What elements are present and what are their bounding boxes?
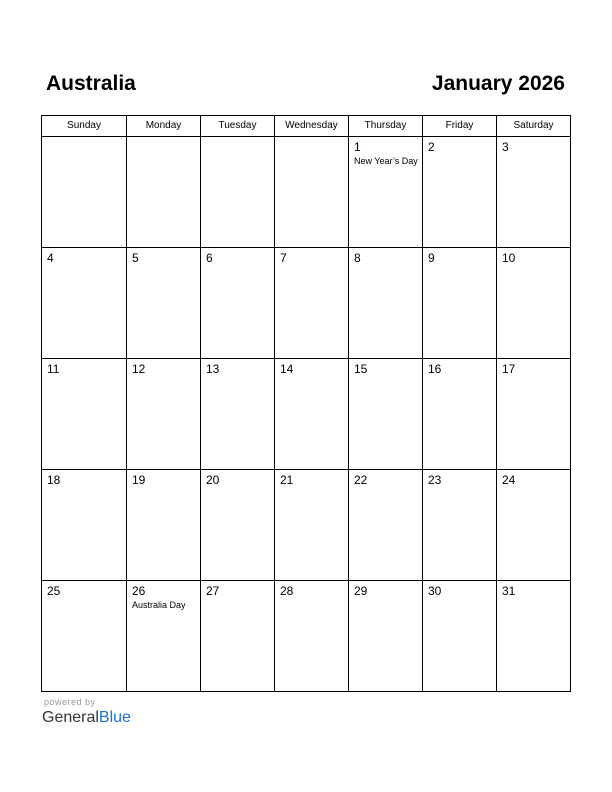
day-cell <box>497 359 571 470</box>
powered-by-label: powered by <box>44 697 96 707</box>
day-number: 5 <box>132 251 139 265</box>
weekday-header: Monday <box>127 116 201 137</box>
day-number: 23 <box>428 473 442 487</box>
day-cell <box>127 137 201 248</box>
day-cell <box>127 470 201 581</box>
day-cell <box>42 137 127 248</box>
week-row <box>42 137 571 248</box>
weekday-header: Tuesday <box>201 116 275 137</box>
day-number: 15 <box>354 362 368 376</box>
day-number: 8 <box>354 251 361 265</box>
day-cell <box>497 581 571 692</box>
day-number: 4 <box>47 251 54 265</box>
day-cell <box>349 581 423 692</box>
day-cell <box>497 470 571 581</box>
day-number: 19 <box>132 473 146 487</box>
day-number: 18 <box>47 473 61 487</box>
day-number: 3 <box>502 140 509 154</box>
day-number: 17 <box>502 362 516 376</box>
logo-text-blue: Blue <box>98 709 131 726</box>
day-cell <box>201 581 275 692</box>
day-cell <box>127 581 201 692</box>
day-number: 25 <box>47 584 61 598</box>
day-number: 28 <box>280 584 294 598</box>
day-cell <box>349 359 423 470</box>
country-title: Australia <box>46 72 136 95</box>
day-number: 7 <box>280 251 287 265</box>
day-number: 16 <box>428 362 442 376</box>
day-number <box>275 137 348 140</box>
day-cell <box>423 137 497 248</box>
weekday-header: Wednesday <box>275 116 349 137</box>
day-number: 10 <box>502 251 516 265</box>
weekday-header: Sunday <box>42 116 127 137</box>
day-number <box>201 137 274 140</box>
day-number: 31 <box>502 584 516 598</box>
day-number: 12 <box>132 362 146 376</box>
day-number: 1 <box>354 140 361 154</box>
week-row <box>42 248 571 359</box>
day-cell <box>275 581 349 692</box>
day-number: 21 <box>280 473 294 487</box>
day-cell <box>275 359 349 470</box>
day-number: 27 <box>206 584 220 598</box>
day-number: 22 <box>354 473 368 487</box>
day-number: 11 <box>47 362 60 376</box>
day-number: 9 <box>428 251 435 265</box>
day-cell <box>423 248 497 359</box>
day-cell <box>127 248 201 359</box>
day-cell <box>423 470 497 581</box>
calendar-grid <box>41 115 571 692</box>
weekday-header: Friday <box>423 116 497 137</box>
day-cell <box>349 470 423 581</box>
day-cell <box>349 248 423 359</box>
day-cell <box>275 137 349 248</box>
day-number: 6 <box>206 251 213 265</box>
day-number: 26 <box>132 584 146 598</box>
day-cell <box>42 470 127 581</box>
day-cell <box>275 248 349 359</box>
weekday-header: Thursday <box>349 116 423 137</box>
day-cell <box>423 581 497 692</box>
day-cell <box>349 137 423 248</box>
weekday-header: Saturday <box>497 116 571 137</box>
day-cell <box>423 359 497 470</box>
logo-text-general: General <box>42 709 99 726</box>
day-number <box>127 137 200 140</box>
day-cell <box>127 359 201 470</box>
day-number: 2 <box>428 140 435 154</box>
month-year-title: January 2026 <box>431 72 565 95</box>
day-cell <box>201 359 275 470</box>
day-cell <box>201 470 275 581</box>
day-cell <box>275 470 349 581</box>
day-number: 20 <box>206 473 220 487</box>
weekday-header-row <box>42 116 571 137</box>
day-number: 30 <box>428 584 442 598</box>
day-number: 24 <box>502 473 516 487</box>
day-cell <box>201 248 275 359</box>
day-cell <box>497 248 571 359</box>
day-number: 13 <box>206 362 220 376</box>
holiday-label: New Year’s Day <box>354 156 418 166</box>
day-number: 29 <box>354 584 368 598</box>
week-row <box>42 581 571 692</box>
week-row <box>42 359 571 470</box>
week-row <box>42 470 571 581</box>
day-number <box>42 137 126 140</box>
day-cell <box>42 581 127 692</box>
day-cell <box>497 137 571 248</box>
day-cell <box>201 137 275 248</box>
generalblue-logo[interactable] <box>42 708 131 728</box>
day-cell <box>42 359 127 470</box>
day-number: 14 <box>280 362 294 376</box>
day-cell <box>42 248 127 359</box>
holiday-label: Australia Day <box>132 600 186 610</box>
